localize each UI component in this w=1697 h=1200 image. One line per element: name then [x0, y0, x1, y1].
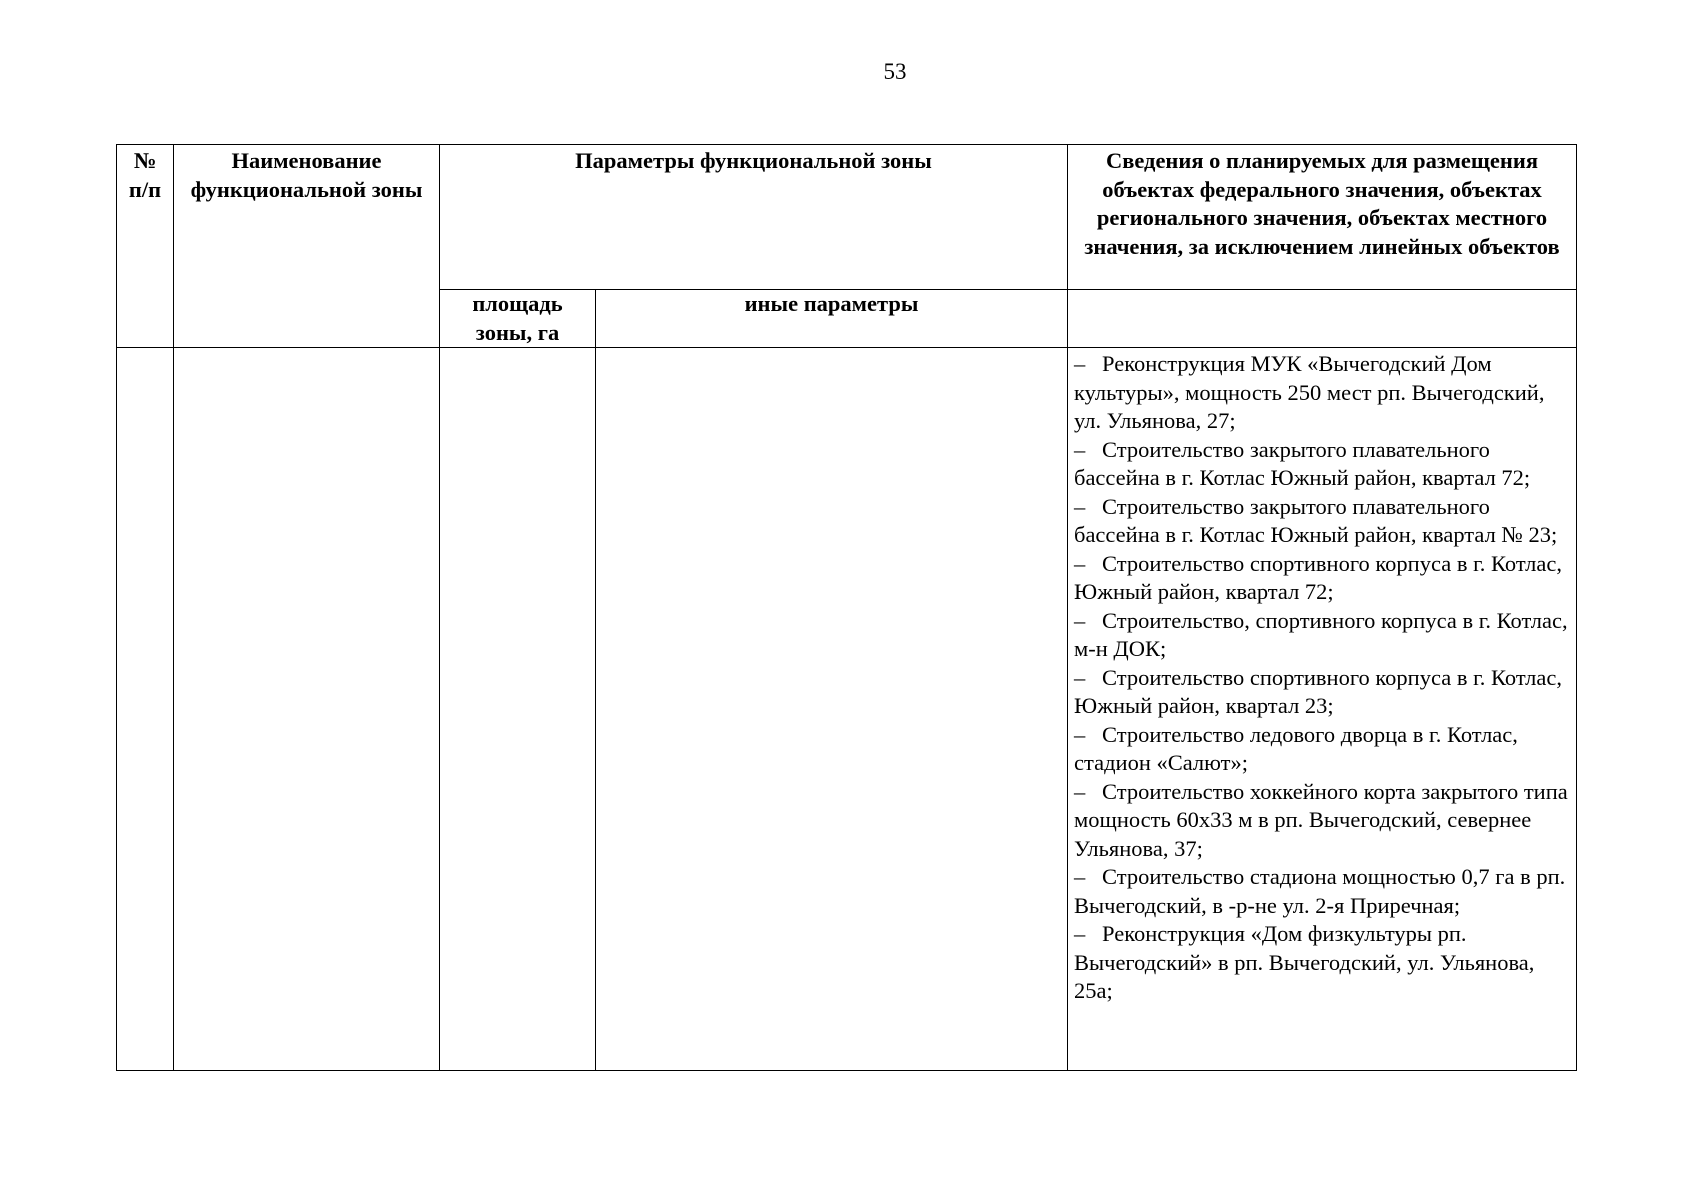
list-bullet: – — [1074, 778, 1086, 804]
list-item — [1074, 493, 1570, 550]
list-item — [1074, 436, 1570, 493]
list-bullet: – — [1074, 921, 1086, 946]
list-item-text: Строительство спортивного корпуса в г. Котлас, Южный район, квартал 23; — [1074, 664, 1562, 718]
list-item-text: Строительство хоккейного корта закрытого типа мощность 60х33 м в рп. Вычегодский, севернее Ульянова, 37; — [1074, 778, 1568, 861]
list-item-text: Реконструкция «Дом физкультуры рп. Вычегодский» в рп. Вычегодский, ул. Ульянова, 25а; — [1074, 921, 1535, 1003]
functional-zones-table — [116, 144, 1577, 1071]
table-header-row — [117, 145, 1577, 290]
list-item — [1074, 920, 1570, 1006]
list-bullet: – — [1074, 607, 1086, 633]
list-item-text: Строительство закрытого плавательного бассейна в г. Котлас Южный район, квартал 72; — [1074, 436, 1531, 490]
list-item-text: Строительство закрытого плавательного бассейна в г. Котлас Южный район, квартал № 23; — [1074, 493, 1558, 547]
header-planned-objects: Сведения о планируемых для размещения объектах федерального значения, объектах регионального значения, объектах местного значения, за исключением линейных объектов — [1068, 145, 1577, 290]
header-num: № п/п — [117, 145, 174, 348]
page-number: 53 — [883, 59, 907, 84]
list-bullet: – — [1074, 550, 1086, 576]
list-bullet: – — [1074, 864, 1086, 889]
cell-planned-objects — [1068, 348, 1577, 1071]
list-bullet: – — [1074, 351, 1086, 376]
list-item — [1074, 607, 1570, 664]
table-row — [117, 348, 1577, 1071]
header-other-params: иные параметры — [596, 290, 1068, 348]
list-item-text: Строительство ледового дворца в г. Котлас, стадион «Салют»; — [1074, 721, 1518, 775]
list-item-text: Строительство спортивного корпуса в г. Котлас, Южный район, квартал 72; — [1074, 550, 1562, 604]
list-item — [1074, 350, 1570, 436]
list-bullet: – — [1074, 664, 1086, 690]
cell-num — [117, 348, 174, 1071]
planned-objects-list — [1074, 350, 1570, 1006]
list-item — [1074, 863, 1570, 920]
header-zone-area: площадь зоны, га — [440, 290, 596, 348]
list-item-text: Строительство стадиона мощностью 0,7 га в рп. Вычегодский, в -р-не ул. 2-я Приречная; — [1074, 864, 1566, 918]
list-item — [1074, 721, 1570, 778]
cell-zone-name — [174, 348, 440, 1071]
list-item-text: Реконструкция МУК «Вычегодский Дом культуры», мощность 250 мест рп. Вычегодский, ул. Ульянова, 27; — [1074, 351, 1545, 433]
list-item — [1074, 550, 1570, 607]
header-planned-objects-sub — [1068, 290, 1577, 348]
list-item — [1074, 778, 1570, 864]
cell-zone-area — [440, 348, 596, 1071]
list-bullet: – — [1074, 493, 1086, 519]
header-zone-params: Параметры функциональной зоны — [440, 145, 1068, 290]
list-bullet: – — [1074, 721, 1086, 747]
header-zone-name: Наименование функциональной зоны — [174, 145, 440, 348]
list-item-text: Строительство, спортивного корпуса в г. Котлас, м-н ДОК; — [1074, 607, 1568, 661]
list-bullet: – — [1074, 436, 1086, 462]
list-item — [1074, 664, 1570, 721]
cell-other-params — [596, 348, 1068, 1071]
